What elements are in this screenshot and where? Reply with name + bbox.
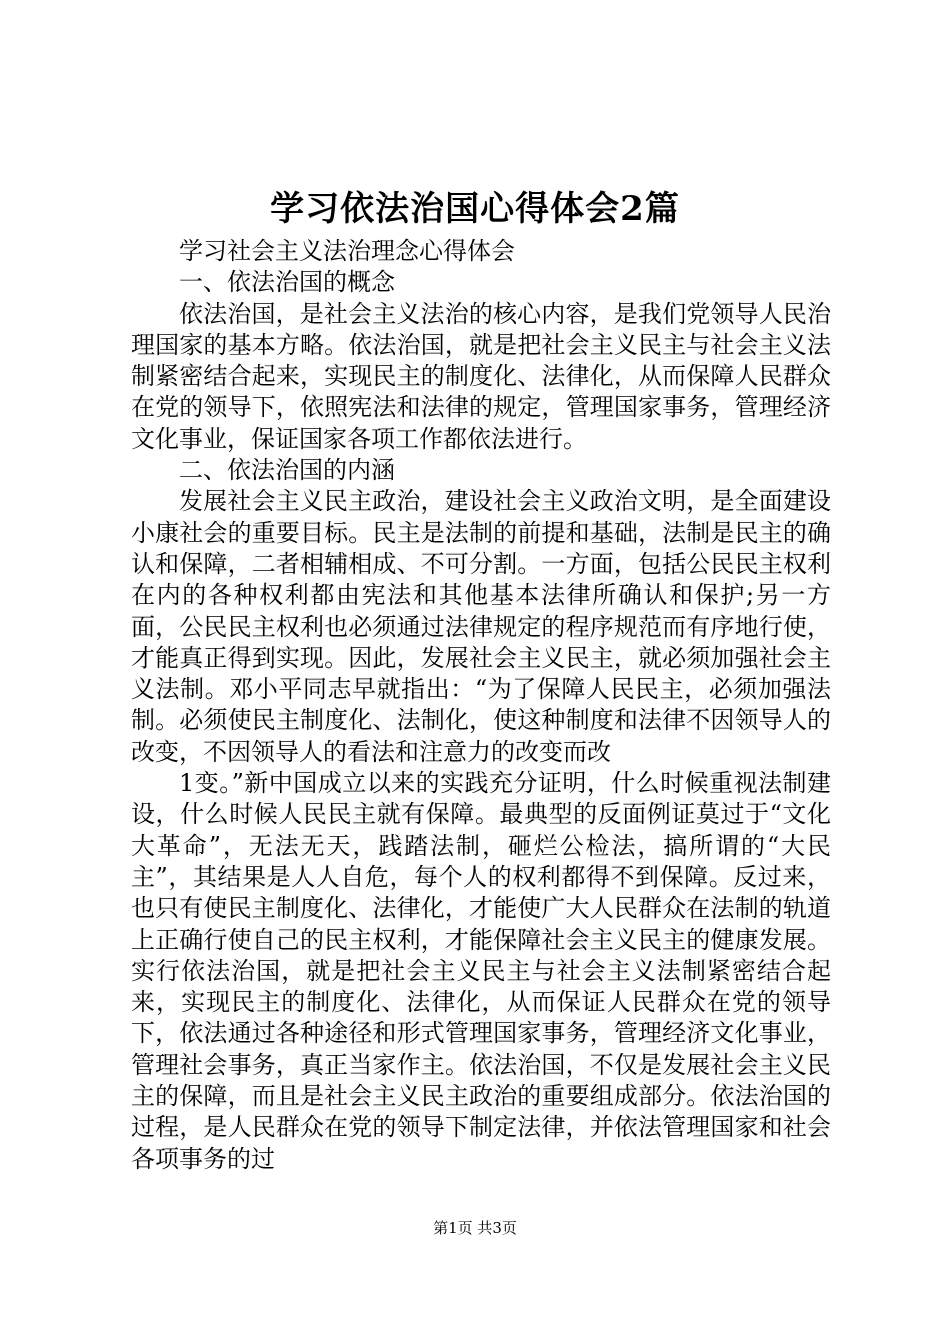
page-number-footer: 第1页 共3页 [433, 1219, 517, 1237]
section-heading-connotation: 二、依法治国的内涵 [179, 456, 395, 485]
paragraph-connotation-2: 1变。”新中国成立以来的实践充分证明，什么时候重视法制建设，什么时候人民民主就有保障。最典型的反面例证莫过于“文化大革命”，无法无天，践踏法制，砸烂公检法，搞所谓的“大民主”，其结果是人人自危，每个人的权利都得不到保障。反过来，也只有使民主制度化、法律化，才能使广大人民群众在法制的轨道上正确行使自己的民主权利，才能保障社会主义民主的健康发展。实行依法治国，就是把社会主义民主与社会主义法制紧密结合起来，实现民主的制度化、法律化，从而保证人民群众在党的领导下，依法通过各种途径和形式管理国家事务，管理经济文化事业，管理社会事务，真正当家作主。依法治国，不仅是发展社会主义民主的保障，而且是社会主义民主政治的重要组成部分。依法治国的过程，是人民群众在党的领导下制定法律，并依法管理国家和社会各项事务的过 [131, 769, 831, 1173]
document-subtitle: 学习社会主义法治理念心得体会 [179, 237, 515, 265]
section-heading-concept: 一、依法治国的概念 [179, 268, 395, 297]
paragraph-concept: 依法治国，是社会主义法治的核心内容，是我们党领导人民治理国家的基本方略。依法治国，就是把社会主义民主与社会主义法制紧密结合起来，实现民主的制度化、法律化，从而保障人民群众在党的领导下，依照宪法和法律的规定，管理国家事务，管理经济文化事业，保证国家各项工作都依法进行。 [131, 299, 831, 453]
document-title: 学习依法治国心得体会2篇 [270, 189, 680, 229]
document-body [131, 236, 831, 1175]
paragraph-connotation-1: 发展社会主义民主政治，建设社会主义政治文明，是全面建设小康社会的重要目标。民主是法制的前提和基础，法制是民主的确认和保障，二者相辅相成、不可分割。一方面，包括公民民主权利在内的各种权利都由宪法和其他基本法律所确认和保护;另一方面，公民民主权利也必须通过法律规定的程序规范而有序地行使，才能真正得到实现。因此，发展社会主义民主，就必须加强社会主义法制。邓小平同志早就指出：“为了保障人民民主，必须加强法制。必须使民主制度化、法制化，使这种制度和法律不因领导人的改变，不因领导人的看法和注意力的改变而改 [131, 487, 831, 766]
